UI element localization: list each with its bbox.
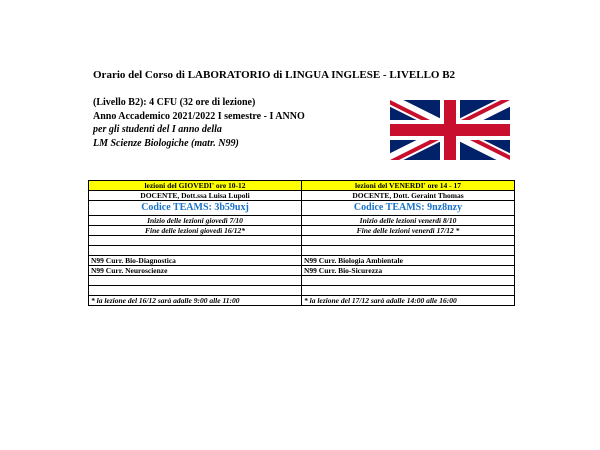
table-header-row [89, 181, 515, 191]
course-info [93, 96, 305, 150]
table-row [89, 226, 515, 236]
end-thursday: Fine delle lezioni giovedì 16/12* [89, 226, 302, 236]
course-level: (Livello B2): 4 CFU (32 ore di lezione) [93, 97, 256, 108]
empty-cell [89, 246, 302, 256]
header-friday: lezioni del VENERDI' ore 14 - 17 [302, 181, 515, 191]
empty-cell [302, 236, 515, 246]
teacher-friday: DOCENTE, Dott. Geraint Thomas [302, 191, 515, 201]
teams-code-friday: Codice TEAMS: 9nz8nzy [302, 201, 515, 216]
empty-cell [89, 286, 302, 296]
table-row [89, 191, 515, 201]
curriculum-thursday-1: N99 Curr. Bio-Diagnostica [89, 256, 302, 266]
table-row [89, 266, 515, 276]
table-row [89, 286, 515, 296]
empty-cell [302, 276, 515, 286]
teacher-thursday: DOCENTE, Dott.ssa Luisa Lupoli [89, 191, 302, 201]
table-row [89, 216, 515, 226]
table-row [89, 246, 515, 256]
start-friday: Inizio delle lezioni venerdì 8/10 [302, 216, 515, 226]
start-thursday: Inizio delle lezioni giovedì 7/10 [89, 216, 302, 226]
students-line: per gli studenti del I anno della [93, 124, 222, 135]
empty-cell [302, 246, 515, 256]
note-friday: * la lezione del 17/12 sarà adalle 14:00 alle 16:00 [302, 296, 515, 306]
header-thursday: lezioni del GIOVEDI' ore 10-12 [89, 181, 302, 191]
uk-flag-icon [390, 100, 510, 160]
curriculum-friday-1: N99 Curr. Biologia Ambientale [302, 256, 515, 266]
end-friday: Fine delle lezioni venerdì 17/12 * [302, 226, 515, 236]
table-row [89, 236, 515, 246]
document-title: Orario del Corso di LABORATORIO di LINGUA INGLESE - LIVELLO B2 [93, 69, 456, 81]
table-row [89, 256, 515, 266]
academic-year: Anno Accademico 2021/2022 I semestre - I ANNO [93, 110, 305, 122]
table-row [89, 201, 515, 216]
teams-code-thursday: Codice TEAMS: 3b59uxj [89, 201, 302, 216]
empty-cell [89, 236, 302, 246]
note-thursday: * la lezione del 16/12 sarà adalle 9:00 alle 11:00 [89, 296, 302, 306]
table-row [89, 296, 515, 306]
degree-line: LM Scienze Biologiche (matr. N99) [93, 137, 239, 149]
schedule-table [88, 180, 515, 306]
table-row [89, 276, 515, 286]
curriculum-friday-2: N99 Curr. Bio-Sicurezza [302, 266, 515, 276]
empty-cell [302, 286, 515, 296]
empty-cell [89, 276, 302, 286]
curriculum-thursday-2: N99 Curr. Neuroscienze [89, 266, 302, 276]
